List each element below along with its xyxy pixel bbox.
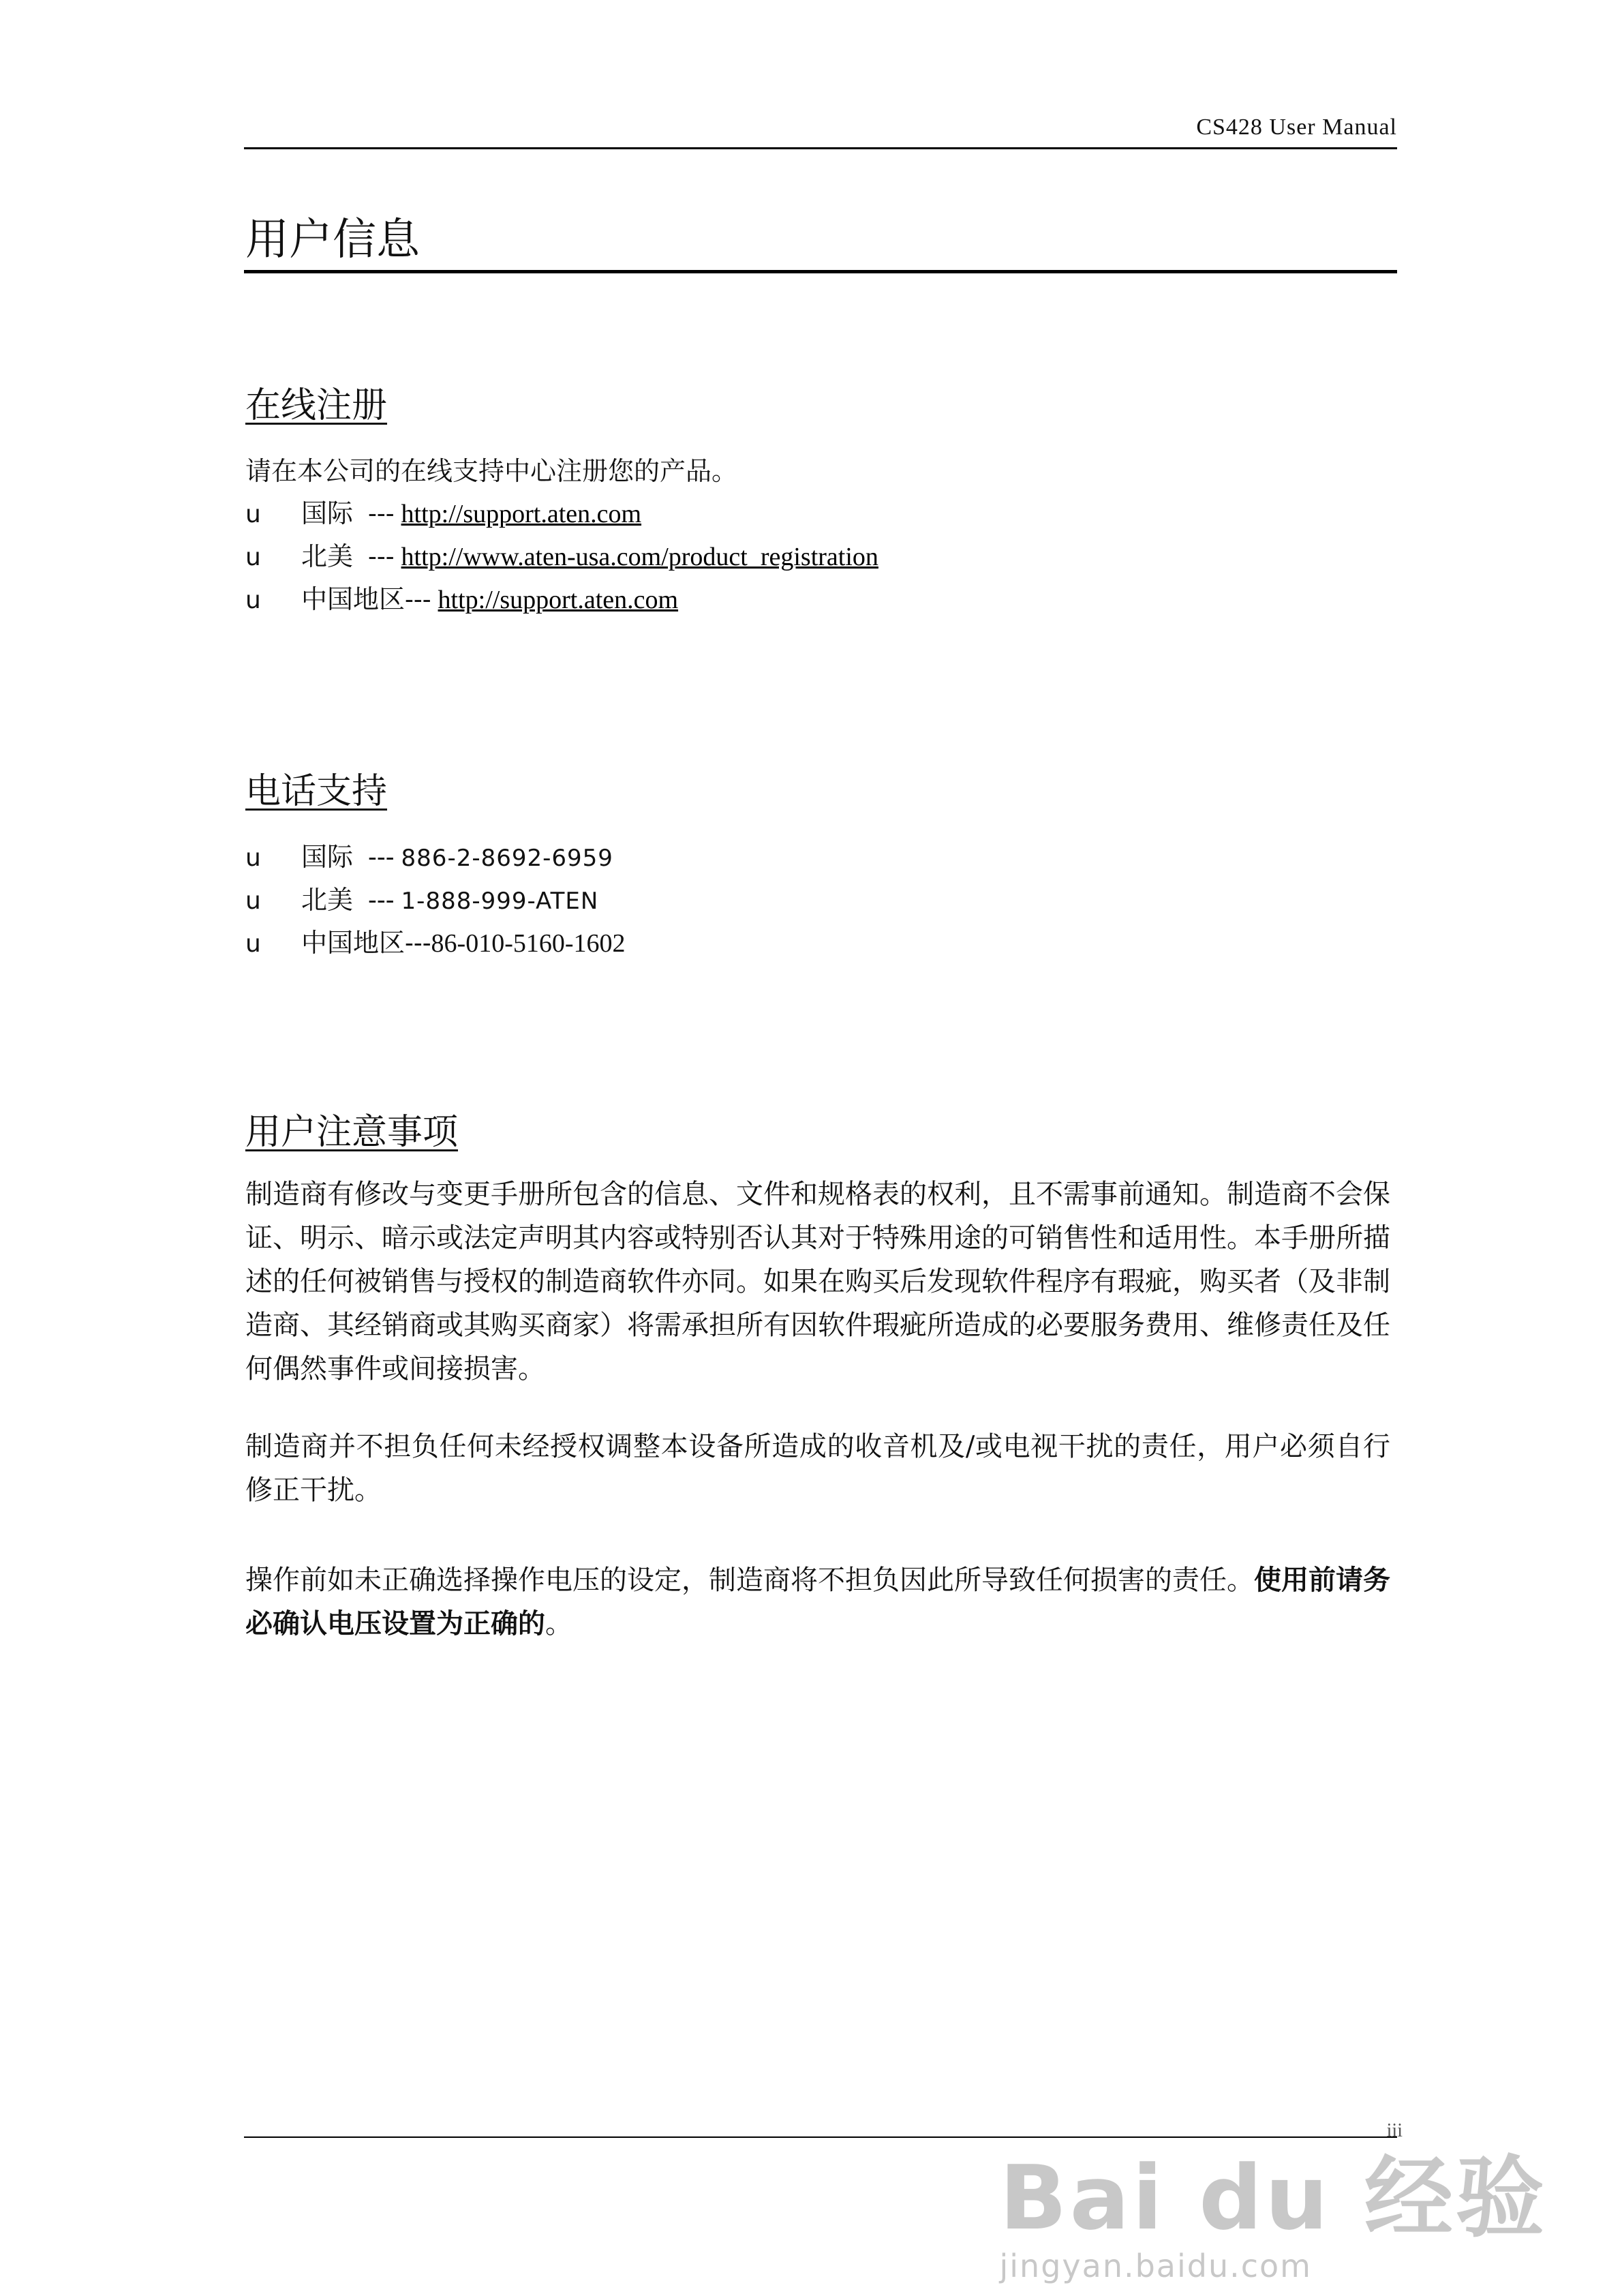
page-number: iii: [1386, 2120, 1403, 2141]
list-item: [245, 535, 878, 573]
notice-paragraph-3-text: 操作前如未正确选择操作电压的设定，制造商将不担负因此所导致任何损害的责任。: [245, 1565, 1254, 1596]
region-label: 国际: [301, 498, 354, 528]
header-rule: [244, 147, 1397, 149]
list-item: [245, 922, 626, 959]
registration-link-north-america[interactable]: http://www.aten-usa.com/product_registration: [401, 543, 878, 571]
bullet-glyph: u: [245, 543, 261, 571]
title-rule: [244, 270, 1397, 273]
bullet-glyph: u: [245, 586, 261, 614]
bullet-glyph: u: [245, 930, 261, 958]
region-label: 北美: [301, 541, 354, 571]
list-item: [245, 836, 613, 873]
separator: ---: [368, 541, 395, 571]
registration-link-international[interactable]: http://support.aten.com: [401, 500, 642, 528]
region-label: 中国地区: [301, 928, 406, 958]
separator: ---: [405, 928, 431, 958]
manual-title: CS428 User Manual: [1196, 115, 1397, 140]
section-title-user-notice: 用户注意事项: [245, 1112, 459, 1153]
list-item: [245, 578, 678, 616]
page-title: 用户信息: [245, 215, 420, 265]
registration-intro: 请在本公司的在线支持中心注册您的产品。: [245, 456, 738, 486]
list-item: [245, 492, 641, 530]
phone-number-north-america: 1-888-999-ATEN: [401, 888, 599, 915]
phone-number-international: 886-2-8692-6959: [401, 845, 613, 872]
notice-paragraph-3-end: 。: [545, 1608, 572, 1640]
region-label: 国际: [301, 842, 354, 872]
voltage-warning: 使用前请务必确认电压设置为正确的: [245, 1564, 1390, 1640]
registration-link-china[interactable]: http://support.aten.com: [438, 586, 679, 614]
region-label: 中国地区: [301, 584, 406, 614]
watermark: [1000, 2127, 1548, 2284]
separator: ---: [368, 498, 395, 528]
notice-paragraph-2: 制造商并不担负任何未经授权调整本设备所造成的收音机及/或电视干扰的责任，用户必须自行修正干扰。: [245, 1431, 1390, 1506]
list-item: [245, 879, 598, 916]
watermark-url: jingyan.baidu.com: [999, 2248, 1312, 2284]
separator: ---: [405, 584, 431, 614]
separator: ---: [368, 885, 395, 915]
bullet-glyph: u: [245, 500, 261, 528]
region-label: 北美: [301, 885, 354, 915]
separator: ---: [368, 842, 395, 872]
phone-number-china: 86-010-5160-1602: [431, 929, 626, 958]
bullet-glyph: u: [245, 844, 261, 872]
notice-paragraph-1: 制造商有修改与变更手册所包含的信息、文件和规格表的权利，且不需事前通知。制造商不会保证、明示、暗示或法定声明其内容或特别否认其对于特殊用途的可销售性和适用性。本手册所描述的任何被销售与授权的制造商软件亦同。如果在购买后发现软件程序有瑕疵，购买者（及非制造商、其经销商或其购买商家）将需承担所有因软件瑕疵所造成的必要服务费用、维修责任及任何偶然事件或间接损害。: [245, 1179, 1390, 1385]
bullet-glyph: u: [245, 887, 261, 915]
watermark-brand: Bai du 经验: [999, 2146, 1547, 2250]
section-title-online-registration: 在线注册: [245, 385, 388, 426]
notice-paragraph-3: [245, 1558, 1390, 1646]
section-title-phone-support: 电话支持: [245, 771, 388, 812]
